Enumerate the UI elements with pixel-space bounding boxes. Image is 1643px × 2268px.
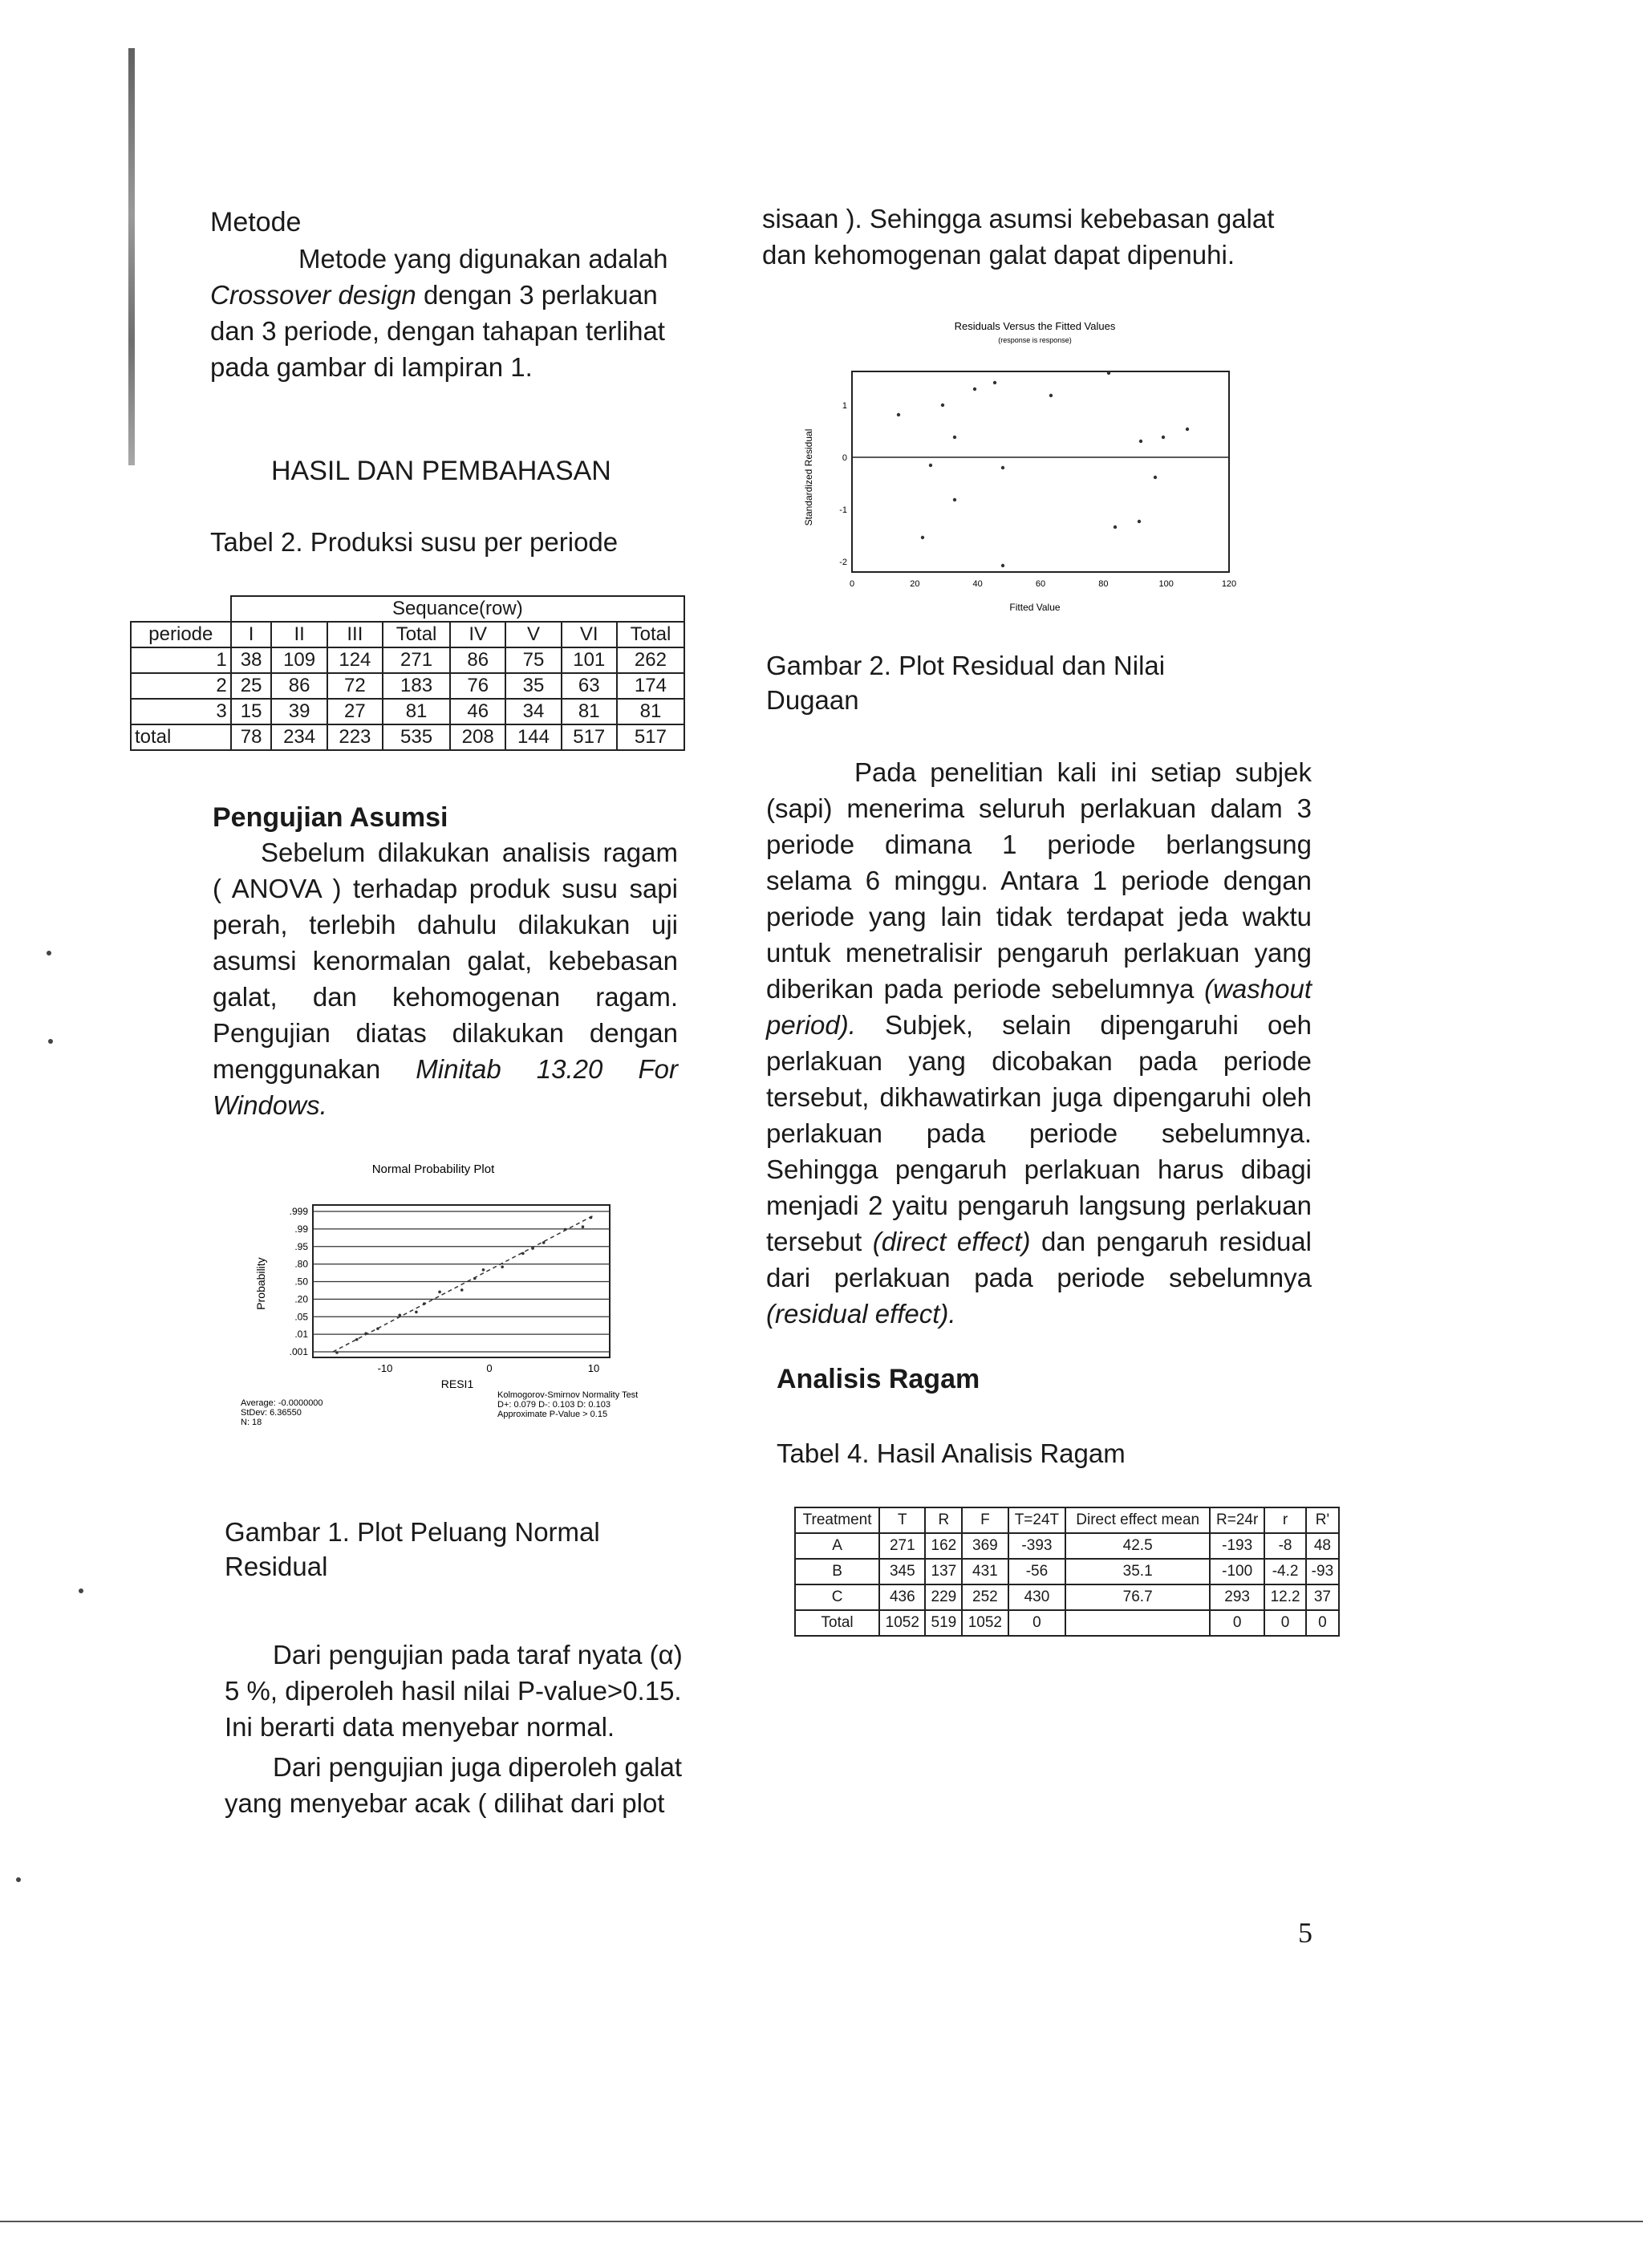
stats-ks-test: Kolmogorov-Smirnov Normality Test — [497, 1390, 639, 1400]
cell: 1 — [131, 647, 231, 673]
cell: 39 — [271, 699, 327, 724]
cell: 252 — [962, 1584, 1008, 1610]
x-tick-label: 0 — [486, 1362, 493, 1374]
table-row — [795, 1610, 1339, 1636]
header-cell: Total — [617, 622, 684, 647]
header-cell: Total — [383, 622, 450, 647]
header-cell: r — [1264, 1507, 1306, 1533]
x-tick-label: 60 — [1035, 579, 1046, 589]
x-tick-label: 80 — [1098, 579, 1109, 589]
residual-vs-fitted-chart — [794, 317, 1260, 622]
cell: 234 — [271, 724, 327, 750]
data-point — [501, 1265, 504, 1268]
y-tick-label: .05 — [294, 1311, 308, 1323]
header-cell: IV — [450, 622, 505, 647]
header-cell: Treatment — [795, 1507, 879, 1533]
header-cell: periode — [131, 622, 231, 647]
data-point — [531, 1247, 534, 1250]
normal-fit-line — [333, 1215, 594, 1352]
y-tick-label: .99 — [294, 1223, 308, 1235]
data-point — [582, 1225, 585, 1228]
cell: 436 — [879, 1584, 925, 1610]
x-axis-label: Fitted Value — [1009, 602, 1061, 613]
cell: 72 — [327, 673, 383, 699]
scan-speck — [47, 951, 51, 955]
cell: 124 — [327, 647, 383, 673]
metode-heading: Metode — [210, 207, 302, 237]
header-cell: R' — [1306, 1507, 1339, 1533]
cell: 35.1 — [1065, 1559, 1210, 1584]
scan-speck — [48, 1039, 53, 1044]
cell: A — [795, 1533, 879, 1559]
cell: 431 — [962, 1559, 1008, 1584]
cell: 0 — [1306, 1610, 1339, 1636]
cell: 35 — [505, 673, 561, 699]
figure2-caption-line2: Dugaan — [766, 685, 859, 715]
scan-bottom-edge — [0, 2221, 1643, 2222]
cell: 25 — [231, 673, 272, 699]
cell: 223 — [327, 724, 383, 750]
page-number: 5 — [1298, 1917, 1312, 1949]
cell: 1052 — [879, 1610, 925, 1636]
cell: 63 — [562, 673, 617, 699]
cell — [1065, 1610, 1210, 1636]
data-point — [590, 1216, 593, 1219]
cell: 81 — [562, 699, 617, 724]
cell: -93 — [1306, 1559, 1339, 1584]
data-point — [953, 436, 956, 439]
scan-edge-artifact — [128, 48, 135, 465]
data-point — [335, 1351, 339, 1354]
cell: 430 — [1008, 1584, 1066, 1610]
plot-frame — [852, 371, 1229, 572]
table4-caption: Tabel 4. Hasil Analisis Ragam — [777, 1438, 1126, 1468]
y-tick-labels — [839, 401, 847, 567]
cell: 109 — [271, 647, 327, 673]
stats-pvalue: Approximate P-Value > 0.15 — [497, 1410, 608, 1419]
y-tick-label: .001 — [289, 1346, 308, 1357]
x-tick-label: -10 — [377, 1362, 393, 1374]
x-tick-label: 20 — [910, 579, 920, 589]
data-point — [1154, 476, 1157, 479]
data-point — [542, 1241, 546, 1244]
x-tick-label: 40 — [972, 579, 983, 589]
data-point — [953, 498, 956, 501]
y-tick-labels — [290, 1206, 309, 1357]
y-tick-label: .999 — [289, 1206, 308, 1217]
table2 — [130, 595, 685, 751]
cell: 2 — [131, 673, 231, 699]
cell: 38 — [231, 647, 272, 673]
table-row — [795, 1559, 1339, 1584]
cell: -393 — [1008, 1533, 1066, 1559]
data-point — [415, 1311, 418, 1314]
cell: -4.2 — [1264, 1559, 1306, 1584]
right-top-paragraph: sisaan ). Sehingga asumsi kebebasan galat dan kehomogenan galat dapat dipenuhi. — [762, 204, 1275, 270]
data-point — [1139, 440, 1142, 443]
data-point — [1162, 436, 1165, 439]
data-point — [1001, 466, 1004, 469]
cell: 0 — [1264, 1610, 1306, 1636]
cell: 3 — [131, 699, 231, 724]
cell: 37 — [1306, 1584, 1339, 1610]
data-point — [1001, 564, 1004, 567]
cell: 293 — [1210, 1584, 1264, 1610]
data-point — [376, 1327, 379, 1330]
y-tick-label: .01 — [294, 1329, 308, 1341]
data-point — [423, 1302, 426, 1305]
cell: 101 — [562, 647, 617, 673]
asumsi-paragraph: Sebelum dilakukan analisis ragam ( ANOVA ) terhadap produk susu sapi perah, terlebih dahulu dilakukan uji asumsi kenormalan galat, kebebasan galat, dan kehomogenan ragam. Pengujian diatas dilakukan dengan menggunakan Minitab 13.20 For Windows. — [213, 838, 678, 1120]
y-tick-label: .95 — [294, 1240, 308, 1252]
data-point — [1186, 428, 1189, 431]
y-axis-label: Probability — [254, 1257, 267, 1310]
data-point — [993, 381, 996, 384]
chart-title: Normal Probability Plot — [371, 1162, 495, 1176]
x-tick-label: 100 — [1158, 579, 1174, 589]
y-tick-label: -1 — [839, 505, 847, 515]
data-point — [897, 413, 900, 416]
y-tick-label: .50 — [294, 1276, 308, 1288]
cell: 76 — [450, 673, 505, 699]
y-tick-label: .80 — [294, 1258, 308, 1270]
data-point — [482, 1268, 485, 1272]
cell: 345 — [879, 1559, 925, 1584]
y-tick-label: -2 — [839, 558, 847, 567]
data-point — [460, 1288, 464, 1292]
header-cell: III — [327, 622, 383, 647]
cell: -193 — [1210, 1533, 1264, 1559]
cell: 81 — [383, 699, 450, 724]
y-axis-label: Standardized Residual — [803, 428, 814, 526]
cell: Total — [795, 1610, 879, 1636]
cell: 78 — [231, 724, 272, 750]
header-cell: F — [962, 1507, 1008, 1533]
figure-residual-plot — [794, 317, 1260, 622]
cell: 76.7 — [1065, 1584, 1210, 1610]
table2-caption: Tabel 2. Produksi susu per periode — [210, 527, 619, 557]
header-cell: R — [925, 1507, 962, 1533]
cell: 27 — [327, 699, 383, 724]
figure-normal-probability-plot — [241, 1155, 690, 1492]
cell: 271 — [879, 1533, 925, 1559]
x-tick-label: 120 — [1221, 579, 1237, 589]
header-cell: T — [879, 1507, 925, 1533]
section-title: HASIL DAN PEMBAHASAN — [271, 456, 611, 486]
cell: 42.5 — [1065, 1533, 1210, 1559]
cell: 535 — [383, 724, 450, 750]
data-point — [473, 1277, 477, 1280]
header-cell: VI — [562, 622, 617, 647]
cell: 271 — [383, 647, 450, 673]
cell: 229 — [925, 1584, 962, 1610]
cell: 208 — [450, 724, 505, 750]
crossover-paragraph: Pada penelitian kali ini setiap subjek (sapi) menerima seluruh perlakuan dalam 3 periode dimana 1 periode berlangsung selama 6 minggu. Antara 1 periode dengan periode yang lain tidak terdapat jeda waktu untuk menetralisir pengaruh perlakuan yang diberikan pada periode sebelumnya (washout period). Subjek, selain dipengaruhi oeh perlakuan yang dicobakan pada periode tersebut, dikhawatirkan juga dipengaruhi oleh perlakuan pada periode sebelumnya. Sehingga pengaruh perlakuan harus dibagi menjadi 2 yaitu pengaruh langsung perlakuan tersebut (direct effect) dan pengaruh residual dari perlakuan pada periode sebelumnya (residual effect). — [766, 757, 1312, 1329]
data-point — [921, 536, 924, 539]
data-point — [1114, 525, 1117, 529]
header-cell: T=24T — [1008, 1507, 1066, 1533]
data-point — [929, 464, 932, 467]
chart-subtitle: (response is response) — [998, 336, 1072, 344]
stats-stdev: StDev: 6.36550 — [241, 1408, 302, 1418]
header-cell: I — [231, 622, 272, 647]
ragam-heading: Analisis Ragam — [777, 1364, 980, 1394]
data-point — [364, 1332, 367, 1335]
table-row — [131, 699, 684, 724]
cell: 1052 — [962, 1610, 1008, 1636]
cell: 174 — [617, 673, 684, 699]
cell: 162 — [925, 1533, 962, 1559]
pvalue-paragraph: Dari pengujian pada taraf nyata (α) 5 %, diperoleh hasil nilai P-value>0.15. Ini berarti data menyebar normal. — [225, 1640, 683, 1742]
asumsi-heading: Pengujian Asumsi — [213, 802, 448, 833]
stats-ks-d: D+: 0.079 D-: 0.103 D: 0.103 — [497, 1400, 611, 1410]
cell: 86 — [271, 673, 327, 699]
header-cell: II — [271, 622, 327, 647]
cell: 46 — [450, 699, 505, 724]
table-row — [795, 1533, 1339, 1559]
table-row — [131, 647, 684, 673]
header-cell: V — [505, 622, 561, 647]
data-points — [897, 371, 1189, 567]
cell: 144 — [505, 724, 561, 750]
cell: total — [131, 724, 231, 750]
stats-average: Average: -0.0000000 — [241, 1398, 323, 1408]
cell: 15 — [231, 699, 272, 724]
x-tick-label: 10 — [587, 1362, 600, 1374]
data-point — [521, 1252, 525, 1256]
cell: -8 — [1264, 1533, 1306, 1559]
scan-speck — [16, 1877, 21, 1882]
y-tick-label: .20 — [294, 1293, 308, 1305]
data-point — [1107, 371, 1110, 375]
cell: 0 — [1008, 1610, 1066, 1636]
table-row — [795, 1584, 1339, 1610]
data-point — [941, 404, 944, 407]
data-point — [398, 1313, 401, 1317]
table4 — [794, 1507, 1340, 1637]
cell: 183 — [383, 673, 450, 699]
chart-title: Residuals Versus the Fitted Values — [954, 320, 1116, 332]
galat-paragraph: Dari pengujian juga diperoleh galat yang menyebar acak ( dilihat dari plot — [225, 1752, 683, 1818]
cell: -100 — [1210, 1559, 1264, 1584]
header-cell: Direct effect mean — [1065, 1507, 1210, 1533]
data-point — [1049, 394, 1053, 397]
cell: 12.2 — [1264, 1584, 1306, 1610]
cell: 0 — [1210, 1610, 1264, 1636]
cell: C — [795, 1584, 879, 1610]
stats-n: N: 18 — [241, 1418, 262, 1427]
figure2-caption-line1: Gambar 2. Plot Residual dan Nilai — [766, 651, 1166, 680]
metode-paragraph: Metode yang digunakan adalah Crossover design dengan 3 perlakuan dan 3 periode, dengan tahapan terlihat pada gambar di lampiran 1. — [210, 244, 668, 382]
figure1-caption-line2: Residual — [225, 1552, 328, 1581]
cell: -56 — [1008, 1559, 1066, 1584]
cell: 34 — [505, 699, 561, 724]
x-axis-label: RESI1 — [440, 1377, 474, 1390]
x-tick-labels — [850, 579, 1236, 589]
cell: 369 — [962, 1533, 1008, 1559]
table-row — [131, 673, 684, 699]
figure1-caption-line1: Gambar 1. Plot Peluang Normal — [225, 1517, 600, 1547]
cell: 137 — [925, 1559, 962, 1584]
cell: B — [795, 1559, 879, 1584]
cell: 75 — [505, 647, 561, 673]
y-tick-label: 1 — [842, 401, 847, 411]
cell: 48 — [1306, 1533, 1339, 1559]
data-point — [355, 1338, 359, 1341]
data-point — [1138, 520, 1141, 523]
data-point — [564, 1228, 567, 1231]
table2-group-header: Sequance(row) — [231, 596, 684, 622]
data-point — [438, 1291, 441, 1294]
header-cell: R=24r — [1210, 1507, 1264, 1533]
scan-speck — [79, 1588, 83, 1593]
normal-probability-chart — [241, 1155, 690, 1492]
cell: 517 — [617, 724, 684, 750]
x-tick-label: 0 — [849, 579, 855, 589]
cell: 262 — [617, 647, 684, 673]
cell: 519 — [925, 1610, 962, 1636]
table-header-row — [131, 622, 684, 647]
horizontal-gridlines — [313, 1211, 610, 1352]
data-point — [973, 387, 976, 391]
cell: 86 — [450, 647, 505, 673]
cell: 81 — [617, 699, 684, 724]
y-tick-label: 0 — [842, 453, 847, 463]
table-row — [131, 724, 684, 750]
table-header-row — [795, 1507, 1339, 1533]
cell: 517 — [562, 724, 617, 750]
